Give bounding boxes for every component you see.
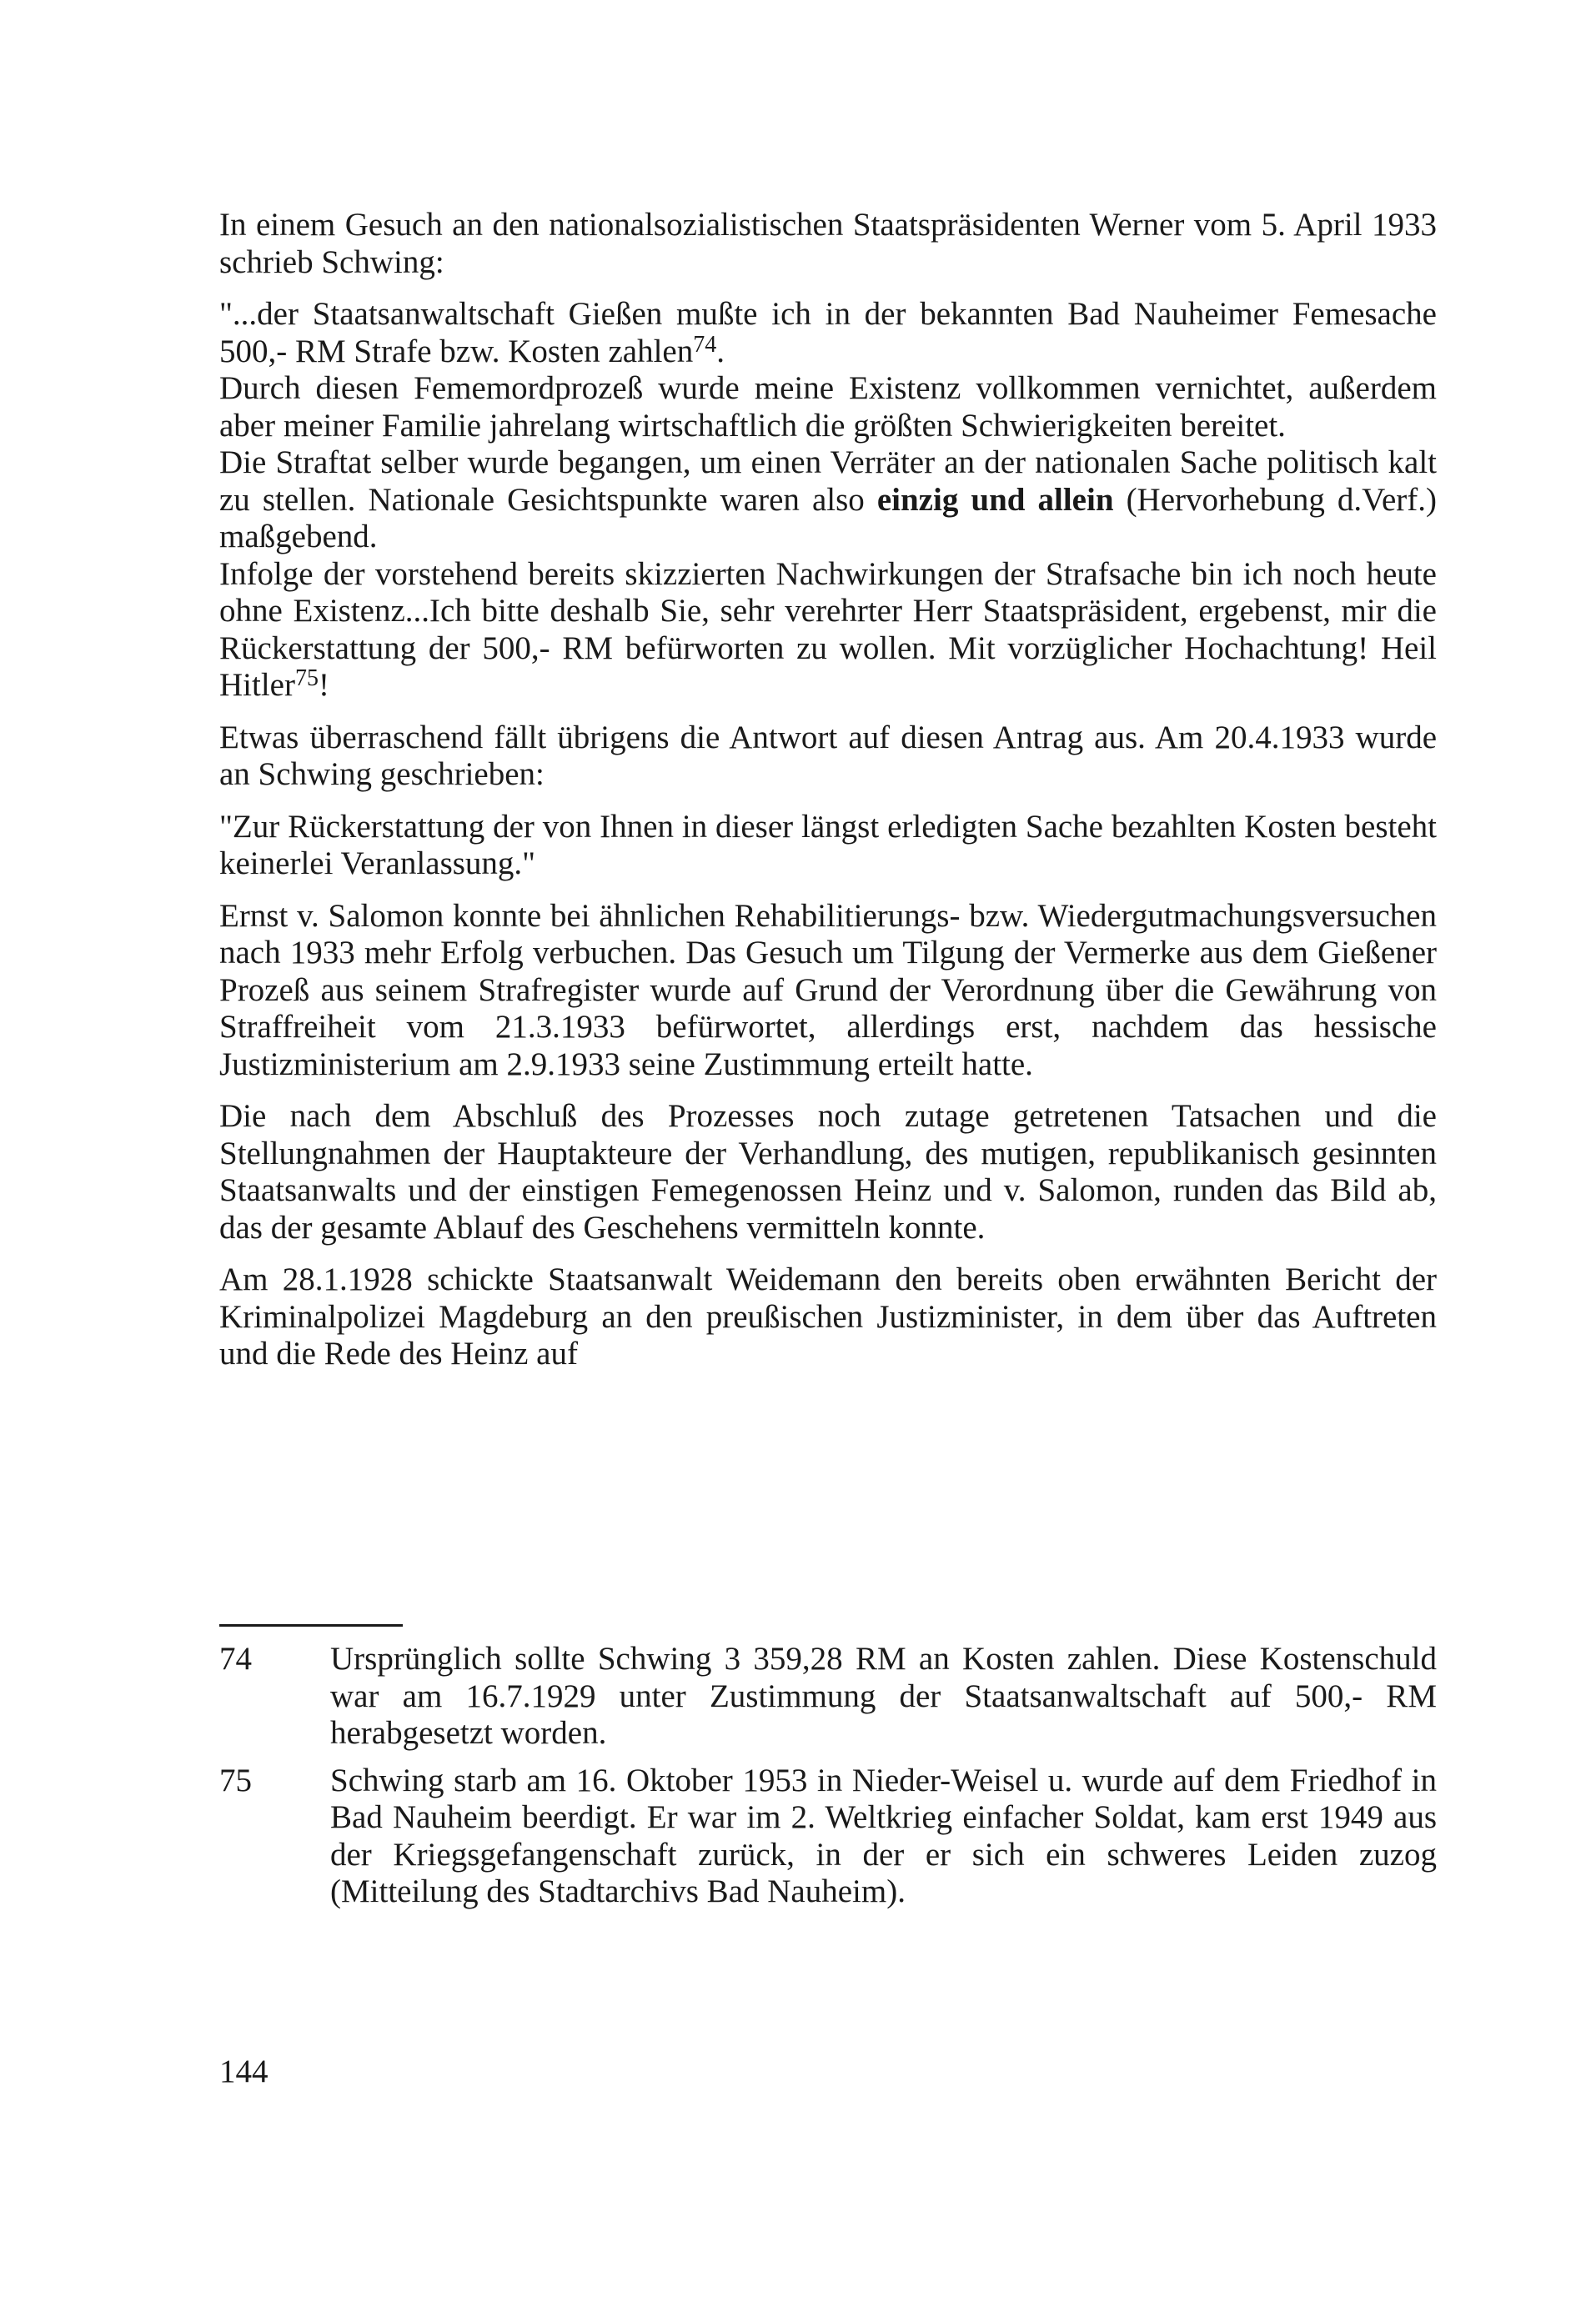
quote-text-4: Infolge der vorstehend bereits skizzierten Nachwirkungen der Strafsache bin ich noch heute ohne Existenz...Ich bitte deshalb Sie, sehr verehrter Herr Staatspräsident, ergebenst, mir die Rückerstattung der 500,- RM befürworten zu wollen. Mit vorzüglicher Hochachtung! Heil Hitler: [219, 555, 1437, 703]
body-text: [219, 207, 1437, 1373]
paragraph-summary: Die nach dem Abschluß des Prozesses noch zutage getretenen Tatsachen und die Stellungnahmen der Hauptakteure der Verhandlung, des mutigen, republikanisch gesinnten Staatsanwalts und der einstigen Femegenossen Heinz und v. Salomon, runden das Bild ab, das der gesamte Ablauf des Geschehens vermitteln konnte.: [219, 1098, 1437, 1246]
quote-bold-emphasis: einzig und allein: [876, 481, 1114, 518]
paragraph-salomon: Ernst v. Salomon konnte bei ähnlichen Rehabilitierungs- bzw. Wiedergutmachungsversuchen nach 1933 mehr Erfolg verbuchen. Das Gesuch um Tilgung der Vermerke aus dem Gießener Prozeß aus seinem Strafregister wurde auf Grund der Verordnung über die Gewährung von Straffreiheit vom 21.3.1933 befürwortet, allerdings erst, nachdem das hessische Justizministerium am 2.9.1933 seine Zustimmung erteilt hatte.: [219, 897, 1437, 1082]
footnote-divider: [219, 1624, 403, 1627]
footnote-number: 75: [219, 1762, 252, 1798]
footnote-text: Ursprünglich sollte Schwing 3 359,28 RM an Kosten zahlen. Diese Kostenschuld war am 16.7.1929 unter Zustimmung der Staatsanwaltschaft auf 500,- RM herabgesetzt worden.: [330, 1641, 1437, 1751]
footnote-ref-74: 74: [693, 331, 717, 358]
footnotes: [219, 1641, 1437, 1921]
footnote-number: 74: [219, 1641, 252, 1677]
footnote-74: [219, 1641, 1437, 1753]
footnote-ref-75: 75: [294, 665, 319, 691]
quote-text-4-end: !: [318, 667, 329, 703]
quote-line-3: [219, 444, 1437, 556]
page-number: 144: [219, 2054, 269, 2089]
quote-answer: "Zur Rückerstattung der von Ihnen in dieser längst erledigten Sache bezahlten Kosten besteht keinerlei Veranlassung.": [219, 808, 1437, 881]
quote-text-1-end: .: [716, 333, 725, 369]
paragraph-weidemann: Am 28.1.1928 schickte Staatsanwalt Weidemann den bereits oben erwähnten Bericht der Kriminalpolizei Magdeburg an den preußischen Justizminister, in dem über das Auftreten und die Rede des Heinz auf: [219, 1261, 1437, 1372]
quote-line-2: Durch diesen Fememordprozeß wurde meine Existenz vollkommen vernichtet, außerdem aber meiner Familie jahrelang wirtschaftlich die größten Schwierigkeiten bereitet.: [219, 370, 1437, 444]
quote-line-4: [219, 556, 1437, 705]
footnote-text: Schwing starb am 16. Oktober 1953 in Nieder-Weisel u. wurde auf dem Friedhof in Bad Nauheim beerdigt. Er war im 2. Weltkrieg einfacher Soldat, kam erst 1949 aus der Kriegsgefangenschaft zurück, in der er sich ein schweres Leiden zuzog (Mitteilung des Stadtarchivs Bad Nauheim).: [330, 1762, 1437, 1909]
quote-text-3b: (Hervorhebung d.Verf.) maßgebend.: [219, 481, 1437, 554]
paragraph-answer: Etwas überraschend fällt übrigens die Antwort auf diesen Antrag aus. Am 20.4.1933 wurde an Schwing geschrieben:: [219, 719, 1437, 792]
quote-text-1: "...der Staatsanwaltschaft Gießen mußte ich in der bekannten Bad Nauheimer Femesache 500,- RM Strafe bzw. Kosten zahlen: [219, 296, 1437, 369]
paragraph-intro: In einem Gesuch an den nationalsozialistischen Staatspräsidenten Werner vom 5. April 1933 schrieb Schwing:: [219, 207, 1437, 280]
quote-text-3a: Die Straftat selber wurde begangen, um einen Verräter an der nationalen Sache politisch kalt zu stellen. Nationale Gesichtspunkte waren also: [219, 444, 1437, 518]
quote-line-1: [219, 296, 1437, 370]
footnote-75: [219, 1763, 1437, 1911]
